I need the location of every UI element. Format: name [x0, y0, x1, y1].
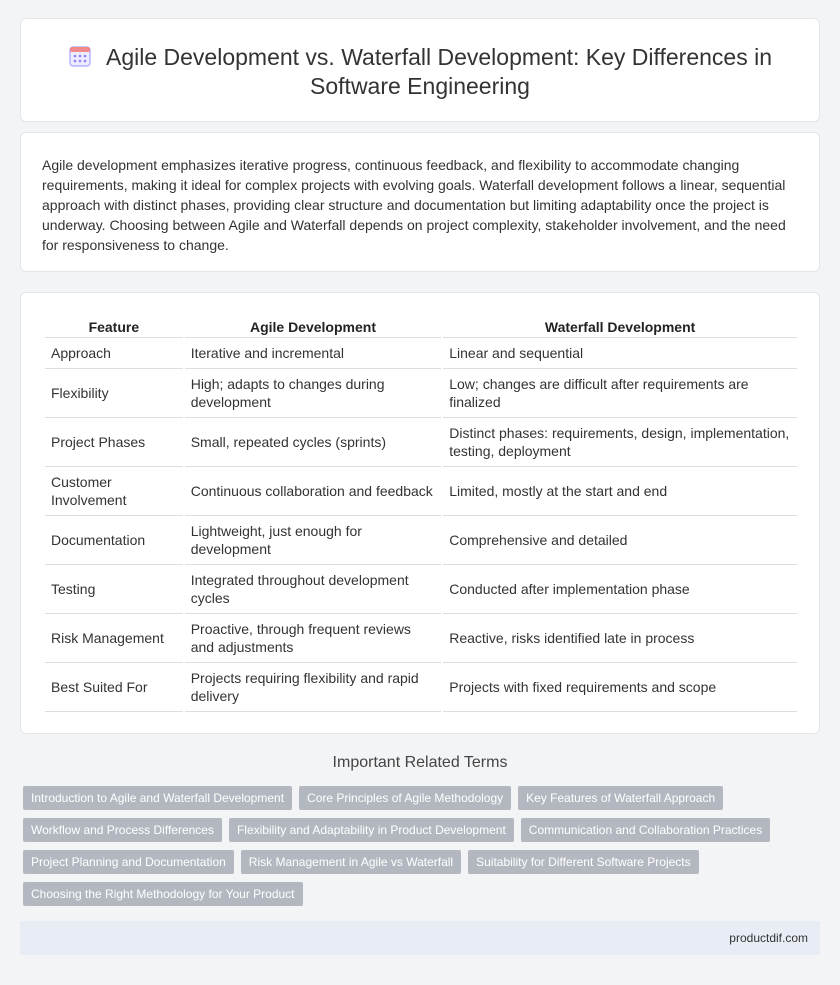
comparison-card [20, 292, 820, 734]
table-header-row [45, 315, 797, 338]
related-term-link[interactable]: Core Principles of Agile Methodology [299, 786, 511, 810]
waterfall-cell: Projects with fixed requirements and scope [443, 663, 797, 712]
related-term-link[interactable]: Suitability for Different Software Projects [468, 850, 699, 874]
feature-cell: Customer Involvement [45, 467, 183, 516]
waterfall-cell: Comprehensive and detailed [443, 516, 797, 565]
feature-cell: Approach [45, 338, 183, 369]
intro-card [20, 132, 820, 272]
waterfall-cell: Distinct phases: requirements, design, implementation, testing, deployment [443, 418, 797, 467]
agile-cell: Small, repeated cycles (sprints) [185, 418, 442, 467]
table-row [45, 663, 797, 712]
agile-cell: Integrated throughout development cycles [185, 565, 442, 614]
feature-cell: Testing [45, 565, 183, 614]
footer-site-link[interactable]: productdif.com [729, 931, 808, 945]
waterfall-cell: Linear and sequential [443, 338, 797, 369]
agile-cell: Continuous collaboration and feedback [185, 467, 442, 516]
table-row [45, 614, 797, 663]
waterfall-cell: Limited, mostly at the start and end [443, 467, 797, 516]
related-term-link[interactable]: Project Planning and Documentation [23, 850, 234, 874]
page-title-text: Agile Development vs. Waterfall Development: Key Differences in Software Engineering [105, 44, 773, 99]
feature-cell: Risk Management [45, 614, 183, 663]
calendar-icon [68, 44, 92, 68]
footer [20, 921, 820, 955]
intro-paragraph: Agile development emphasizes iterative progress, continuous feedback, and flexibility to accommodate changing requirements, making it ideal for complex projects with evolving goals. Waterfall development follows a linear, sequential approach with distinct phases, providing clear structure and documentation but limiting adaptability once the project is underway. Choosing between Agile and Waterfall depends on project complexity, stakeholder involvement, and the need for responsiveness to change. [42, 157, 786, 253]
page-title [21, 43, 819, 101]
table-row [45, 565, 797, 614]
related-term-link[interactable]: Flexibility and Adaptability in Product Development [229, 818, 514, 842]
table-row [45, 418, 797, 467]
feature-cell: Best Suited For [45, 663, 183, 712]
header-feature: Feature [45, 315, 183, 338]
waterfall-cell: Reactive, risks identified late in process [443, 614, 797, 663]
comparison-table [43, 315, 799, 712]
related-term-link[interactable]: Risk Management in Agile vs Waterfall [241, 850, 461, 874]
related-terms-title: Important Related Terms [332, 754, 508, 771]
table-row [45, 338, 797, 369]
related-term-link[interactable]: Introduction to Agile and Waterfall Development [23, 786, 292, 810]
feature-cell: Documentation [45, 516, 183, 565]
table-row [45, 467, 797, 516]
waterfall-cell: Conducted after implementation phase [443, 565, 797, 614]
related-term-link[interactable]: Choosing the Right Methodology for Your Product [23, 882, 303, 906]
related-terms-list [23, 786, 813, 906]
agile-cell: Lightweight, just enough for development [185, 516, 442, 565]
agile-cell: Iterative and incremental [185, 338, 442, 369]
header-waterfall: Waterfall Development [443, 315, 797, 338]
waterfall-cell: Low; changes are difficult after requirements are finalized [443, 369, 797, 418]
table-row [45, 516, 797, 565]
feature-cell: Project Phases [45, 418, 183, 467]
related-term-link[interactable]: Workflow and Process Differences [23, 818, 222, 842]
agile-cell: Projects requiring flexibility and rapid delivery [185, 663, 442, 712]
feature-cell: Flexibility [45, 369, 183, 418]
related-term-link[interactable]: Key Features of Waterfall Approach [518, 786, 723, 810]
agile-cell: Proactive, through frequent reviews and adjustments [185, 614, 442, 663]
header-agile: Agile Development [185, 315, 442, 338]
title-card [20, 18, 820, 122]
table-row [45, 369, 797, 418]
related-term-link[interactable]: Communication and Collaboration Practices [521, 818, 770, 842]
agile-cell: High; adapts to changes during development [185, 369, 442, 418]
